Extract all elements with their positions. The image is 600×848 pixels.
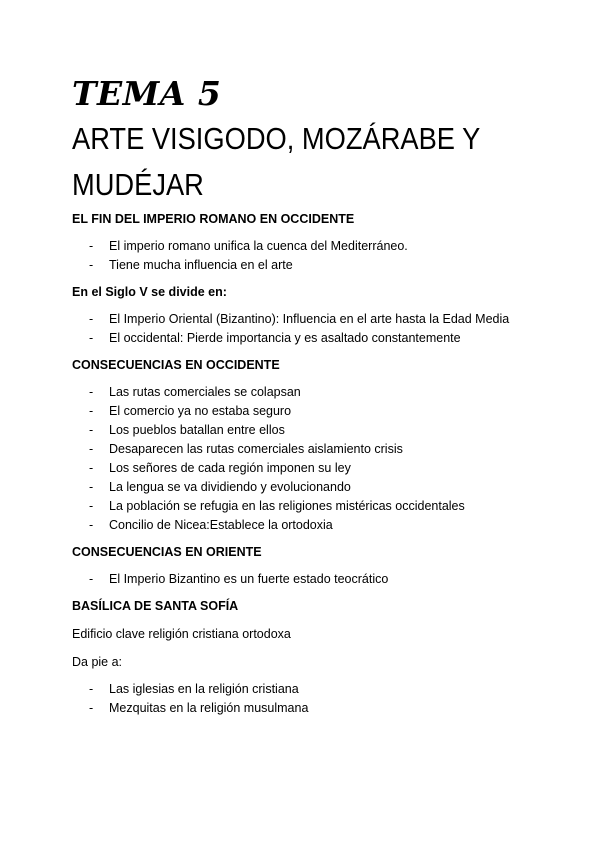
dash-bullet: - xyxy=(89,701,94,715)
list-item: - Las rutas comerciales se colapsan xyxy=(72,383,542,402)
dash-bullet: - xyxy=(89,312,94,326)
document-page xyxy=(72,74,542,718)
dash-bullet: - xyxy=(89,480,94,494)
dash-bullet: - xyxy=(89,385,94,399)
list-santa-sofia xyxy=(72,680,542,718)
dash-bullet: - xyxy=(89,518,94,532)
heading-santa-sofia: BASÍLICA DE SANTA SOFÍA xyxy=(72,599,239,613)
dash-bullet: - xyxy=(89,423,94,437)
dash-bullet: - xyxy=(89,331,94,345)
title-line-1: ARTE VISIGODO, MOZÁRABE Y xyxy=(72,121,481,156)
list-consecuencias-occidente xyxy=(72,383,542,535)
heading-consecuencias-occidente: CONSECUENCIAS EN OCCIDENTE xyxy=(72,358,280,372)
list-item: - El Imperio Oriental (Bizantino): Influencia en el arte hasta la Edad Media xyxy=(72,310,542,329)
list-item: - Mezquitas en la religión musulmana xyxy=(72,699,542,718)
list-consecuencias-oriente xyxy=(72,570,542,589)
title-line-2: MUDÉJAR xyxy=(72,167,204,202)
dash-bullet: - xyxy=(89,499,94,513)
document-title xyxy=(72,116,530,208)
paragraph-da-pie: Da pie a: xyxy=(72,655,123,669)
list-item: - El imperio romano unifica la cuenca del Mediterráneo. xyxy=(72,237,542,256)
heading-fin-imperio: EL FIN DEL IMPERIO ROMANO EN OCCIDENTE xyxy=(72,212,355,226)
dash-bullet: - xyxy=(89,682,94,696)
list-item: - El occidental: Pierde importancia y es asaltado constantemente xyxy=(72,329,542,348)
dash-bullet: - xyxy=(89,442,94,456)
heading-consecuencias-oriente: CONSECUENCIAS EN ORIENTE xyxy=(72,545,262,559)
tema-number: TEMA 5 xyxy=(72,74,222,113)
list-item: - Los pueblos batallan entre ellos xyxy=(72,421,542,440)
heading-siglo-v: En el Siglo V se divide en: xyxy=(72,285,227,299)
list-item: - La población se refugia en las religiones mistéricas occidentales xyxy=(72,497,542,516)
list-item: - Desaparecen las rutas comerciales aislamiento crisis xyxy=(72,440,542,459)
list-item: - El comercio ya no estaba seguro xyxy=(72,402,542,421)
list-siglo-v xyxy=(72,310,542,348)
list-item: - Tiene mucha influencia en el arte xyxy=(72,256,542,275)
list-item: - El Imperio Bizantino es un fuerte estado teocrático xyxy=(72,570,542,589)
dash-bullet: - xyxy=(89,572,94,586)
list-fin-imperio xyxy=(72,237,542,275)
list-item: - Concilio de Nicea:Establece la ortodoxia xyxy=(72,516,542,535)
dash-bullet: - xyxy=(89,461,94,475)
dash-bullet: - xyxy=(89,258,94,272)
dash-bullet: - xyxy=(89,239,94,253)
list-item: - La lengua se va dividiendo y evolucionando xyxy=(72,478,542,497)
dash-bullet: - xyxy=(89,404,94,418)
paragraph-edificio-clave: Edificio clave religión cristiana ortodoxa xyxy=(72,627,291,641)
list-item: - Las iglesias en la religión cristiana xyxy=(72,680,542,699)
list-item: - Los señores de cada región imponen su ley xyxy=(72,459,542,478)
